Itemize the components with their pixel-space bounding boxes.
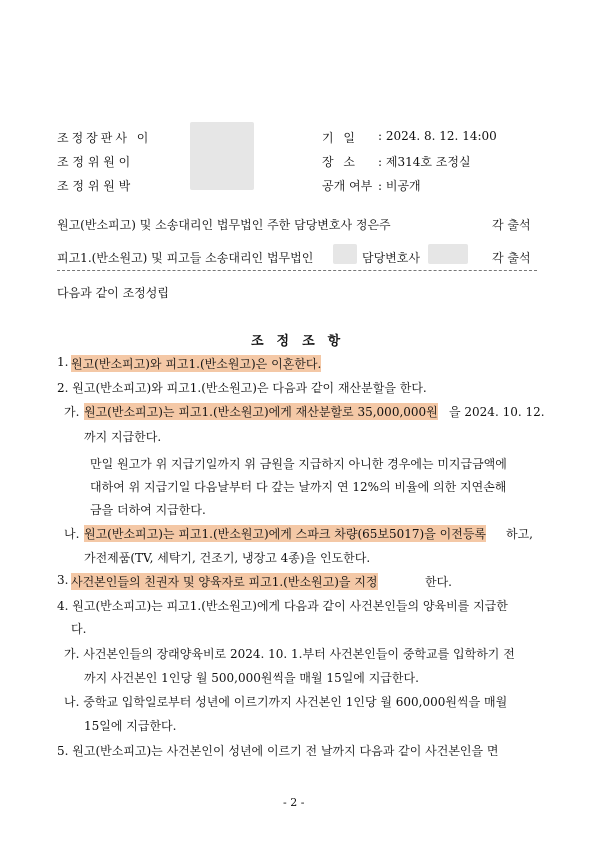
clause-2-a-penalty-2: 대하여 위 지급기일 다음날부터 다 갚는 날까지 연 12%의 비율에 의한 지연손해 [90, 480, 507, 494]
public-label: 공개 여부 [322, 179, 373, 193]
divider [57, 270, 537, 271]
clause-2-a-line2: 까지 지급한다. [84, 430, 162, 444]
public-value: : 비공개 [378, 179, 421, 193]
clause-2-a-penalty-3: 금을 더하여 지급한다. [90, 503, 206, 517]
clause-3-highlight: 사건본인들의 친권자 및 양육자로 피고1.(반소원고)을 지정 [71, 575, 378, 589]
attendance-defendant: 피고1.(반소원고) 및 피고들 소송대리인 법무법인 [57, 251, 314, 265]
attendance-defendant-status: 각 출석 [492, 251, 531, 265]
section-title: 조정조항 [251, 334, 354, 349]
clause-1-number: 1. [57, 355, 69, 369]
attendance-plaintiff: 원고(반소피고) 및 소송대리인 법무법인 주한 담당변호사 정은주 [57, 218, 391, 232]
clause-3-rest: 한다. [425, 575, 452, 589]
clause-4-line1: 4. 원고(반소피고)는 피고1.(반소원고)에게 다음과 같이 사건본인들의 양육비를 지급한 [57, 599, 508, 613]
attendance-plaintiff-status: 각 출석 [492, 218, 531, 232]
clause-4-line2: 다. [71, 622, 87, 636]
date-label: 기 일 [322, 131, 358, 145]
attendance-defendant-attorney: 담당변호사 [362, 251, 420, 265]
clause-2-b-rest: 하고, [506, 527, 533, 541]
redacted-firm [333, 244, 357, 264]
clause-5-line1: 5. 원고(반소피고)는 사건본인이 성년에 이르기 전 날까지 다음과 같이 사건본인을 면 [57, 744, 499, 758]
clause-4-a-line1: 가. 사건본인들의 장래양육비로 2024. 10. 1.부터 사건본인들이 중학교를 입학하기 전 [64, 647, 515, 661]
mediator-2-label: 조 정 위 원 박 [57, 179, 131, 193]
clause-3-number: 3. [57, 573, 69, 587]
redacted-names [190, 122, 254, 190]
clause-2-b-number: 나. [64, 527, 80, 541]
presiding-judge-label: 조정장판사 이 [57, 131, 152, 145]
clause-4-b-line2: 15일에 지급한다. [84, 719, 177, 733]
clause-2-a-highlight: 원고(반소피고)는 피고1.(반소원고)에게 재산분할로 35,000,000원 [84, 405, 438, 419]
page-number: - 2 - [283, 796, 305, 809]
mediation-result: 다음과 같이 조정성립 [57, 286, 169, 300]
clause-4-a-line2: 까지 사건본인 1인당 월 500,000원씩을 매월 15일에 지급한다. [84, 671, 419, 685]
clause-2-a-penalty-1: 만일 원고가 위 지급기일까지 위 금원을 지급하지 아니한 경우에는 미지급금액에 [90, 457, 507, 471]
clause-4-b-line1: 나. 중학교 입학일로부터 성년에 이르기까지 사건본인 1인당 월 600,000원씩을 매월 [64, 695, 508, 709]
clause-2-b-highlight: 원고(반소피고)는 피고1.(반소원고)에게 스파크 차량(65보5017)을 이전등록 [84, 527, 486, 541]
redacted-attorney [428, 244, 468, 264]
clause-1-text: 원고(반소피고)와 피고1.(반소원고)은 이혼한다. [71, 357, 322, 371]
place-value: : 제314호 조정실 [378, 155, 471, 169]
clause-2: 2. 원고(반소피고)와 피고1.(반소원고)은 다음과 같이 재산분할을 한다. [57, 381, 427, 395]
clause-2-b-line2: 가전제품(TV, 세탁기, 건조기, 냉장고 4종)을 인도한다. [84, 551, 371, 565]
clause-2-a-number: 가. [64, 405, 80, 419]
date-value: : 2024. 8. 12. 14:00 [378, 129, 497, 143]
place-label: 장 소 [322, 155, 358, 169]
mediator-1-label: 조 정 위 원 이 [57, 155, 131, 169]
clause-2-a-rest: 을 2024. 10. 12. [449, 405, 545, 419]
